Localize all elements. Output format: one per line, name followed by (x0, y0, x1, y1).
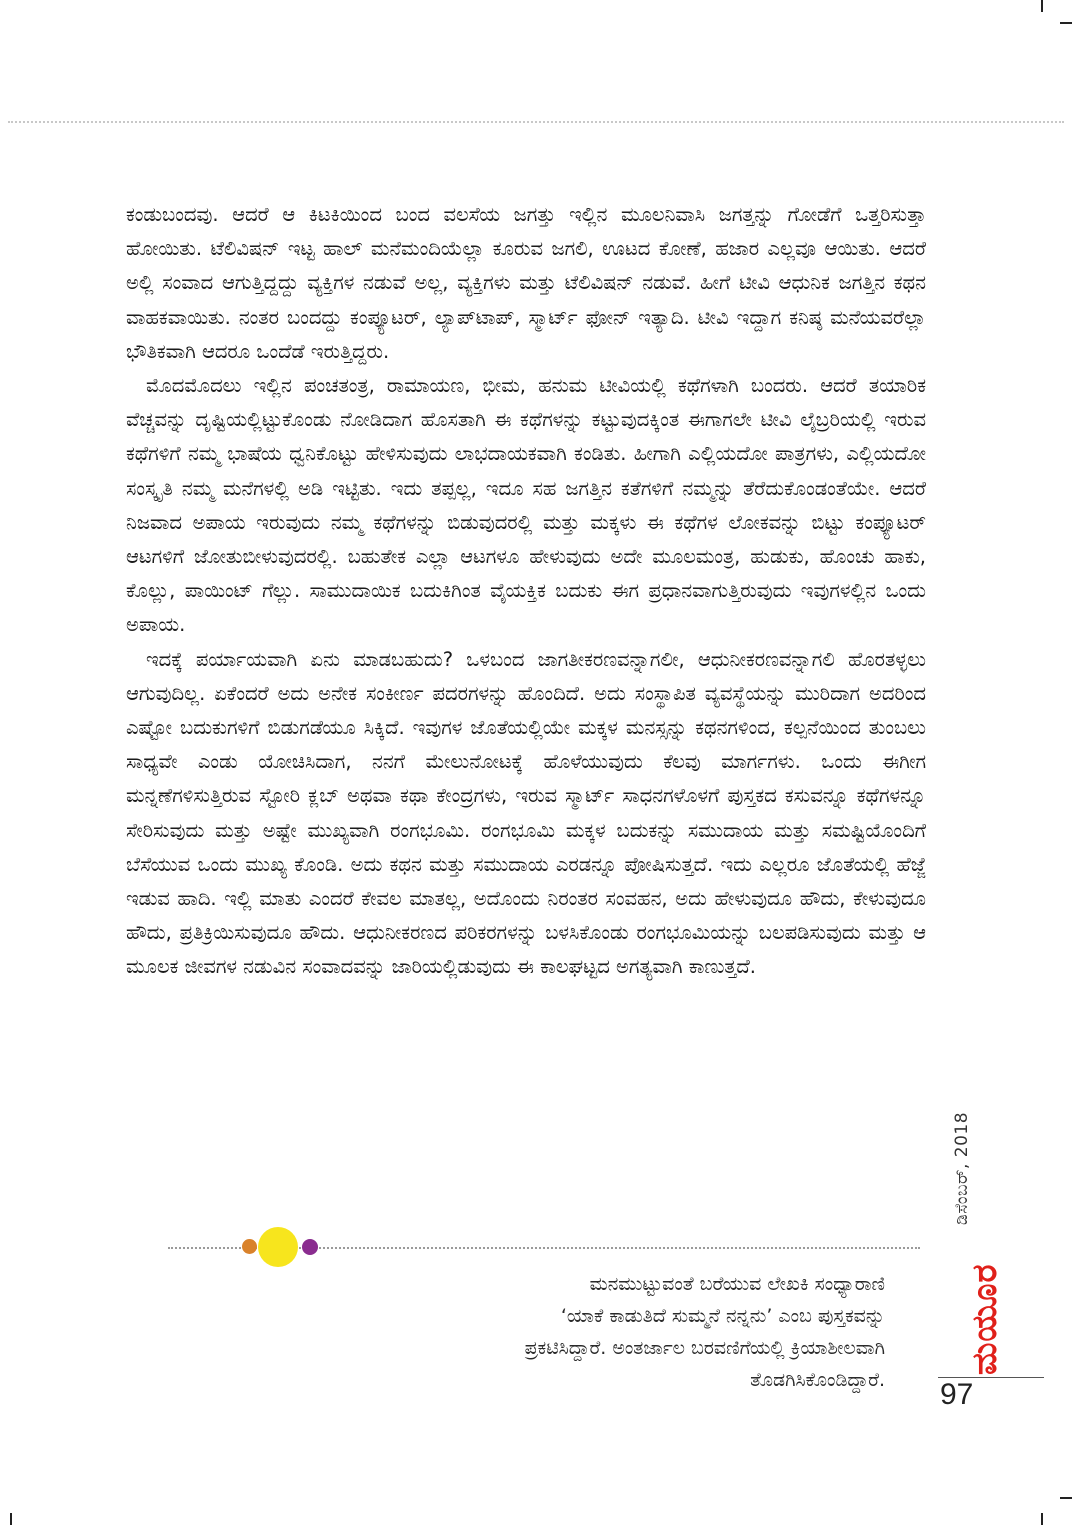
crop-mark-bottom-right (1041, 1513, 1043, 1525)
page-number: 97 (940, 1378, 974, 1411)
article-body (126, 198, 926, 985)
article-paragraph: ಇದಕ್ಕೆ ಪರ್ಯಾಯವಾಗಿ ಏನು ಮಾಡಬಹುದು? ಒಳಬಂದ ಜಾಗತೀಕರಣವನ್ನಾಗಲೀ, ಆಧುನೀಕರಣವನ್ನಾಗಲಿ ಹೊರತಳ್ಳಲು ಆಗುವುದಿಲ್ಲ. ಏಕೆಂದರೆ ಅದು ಅನೇಕ ಸಂಕೀರ್ಣ ಪದರಗಳನ್ನು ಹೊಂದಿದೆ. ಅದು ಸಂಸ್ಥಾಪಿತ ವ್ಯವಸ್ಥೆಯನ್ನು ಮುರಿದಾಗ ಅದರಿಂದ ಎಷ್ಟೋ ಬದುಕುಗಳಿಗೆ ಬಿಡುಗಡೆಯೂ ಸಿಕ್ಕಿದೆ. ಇವುಗಳ ಜೊತೆಯಲ್ಲಿಯೇ ಮಕ್ಕಳ ಮನಸ್ಸನ್ನು ಕಥನಗಳಿಂದ, ಕಲ್ಪನೆಯಿಂದ ತುಂಬಲು ಸಾಧ್ಯವೇ ಎಂಡು ಯೋಚಿಸಿದಾಗ, ನನಗೆ ಮೇಲುನೋಟಕ್ಕೆ ಹೊಳೆಯುವುದು ಕೆಲವು ಮಾರ್ಗಗಳು. ಒಂದು ಈಗೀಗ ಮನ್ನಣೆಗಳಿಸುತ್ತಿರುವ ಸ್ಟೋರಿ ಕ್ಲಬ್ ಅಥವಾ ಕಥಾ ಕೇಂದ್ರಗಳು, ಇರುವ ಸ್ಮಾರ್ಟ್ ಸಾಧನಗಳೊಳಗೆ ಪುಸ್ತಕದ ಕಸುವನ್ನೂ ಕಥೆಗಳನ್ನೂ ಸೇರಿಸುವುದು ಮತ್ತು ಅಷ್ಟೇ ಮುಖ್ಯವಾಗಿ ರಂಗಭೂಮಿ. ರಂಗಭೂಮಿ ಮಕ್ಕಳ ಬದುಕನ್ನು ಸಮುದಾಯ ಮತ್ತು ಸಮಷ್ಟಿಯೊಂದಿಗೆ ಬೆಸೆಯುವ ಒಂದು ಮುಖ್ಯ ಕೊಂಡಿ. ಅದು ಕಥನ ಮತ್ತು ಸಮುದಾಯ ಎರಡನ್ನೂ ಪೋಷಿಸುತ್ತದೆ. ಇದು ಎಲ್ಲರೂ ಜೊತೆಯಲ್ಲಿ ಹೆಜ್ಜೆ ಇಡುವ ಹಾದಿ. ಇಲ್ಲಿ ಮಾತು ಎಂದರೆ ಕೇವಲ ಮಾತಲ್ಲ, ಅದೊಂದು ನಿರಂತರ ಸಂವಹನ, ಅದು ಹೇಳುವುದೂ ಹೌದು, ಕೇಳುವುದೂ ಹೌದು, ಪ್ರತಿಕ್ರಿಯಿಸುವುದೂ ಹೌದು. ಆಧುನೀಕರಣದ ಪರಿಕರಗಳನ್ನು ಬಳಸಿಕೊಂಡು ರಂಗಭೂಮಿಯನ್ನು ಬಲಪಡಿಸುವುದು ಮತ್ತು ಆ ಮೂಲಕ ಜೀವಗಳ ನಡುವಿನ ಸಂವಾದವನ್ನು ಜಾರಿಯಲ್ಲಿಡುವುದು ಈ ಕಾಲಘಟ್ಟದ ಅಗತ್ಯವಾಗಿ ಕಾಣುತ್ತದೆ. (126, 647, 927, 979)
author-bio-line: ‘ಯಾಕೆ ಕಾಡುತಿದೆ ಸುಮ್ಮನೆ ನನ್ನನು’ ಎಂಬ ಪುಸ್ತಕವನ್ನು (560, 1305, 885, 1327)
article-paragraph: ಮೊದಮೊದಲು ಇಲ್ಲಿನ ಪಂಚತಂತ್ರ, ರಾಮಾಯಣ, ಭೀಮ, ಹನುಮ ಟೀವಿಯಲ್ಲಿ ಕಥೆಗಳಾಗಿ ಬಂದರು. ಆದರೆ ತಯಾರಿಕ ವೆಚ್ಚವನ್ನು ದೃಷ್ಟಿಯಲ್ಲಿಟ್ಟುಕೊಂಡು ನೋಡಿದಾಗ ಹೊಸತಾಗಿ ಈ ಕಥೆಗಳನ್ನು ಕಟ್ಟುವುದಕ್ಕಿಂತ ಈಗಾಗಲೇ ಟೀವಿ ಲೈಬ್ರರಿಯಲ್ಲಿ ಇರುವ ಕಥೆಗಳಿಗೆ ನಮ್ಮ ಭಾಷೆಯ ಧ್ವನಿಕೊಟ್ಟು ಹೇಳಿಸುವುದು ಲಾಭದಾಯಕವಾಗಿ ಕಂಡಿತು. ಹೀಗಾಗಿ ಎಲ್ಲಿಯದೋ ಪಾತ್ರಗಳು, ಎಲ್ಲಿಯದೋ ಸಂಸ್ಕೃತಿ ನಮ್ಮ ಮನೆಗಳಲ್ಲಿ ಅಡಿ ಇಟ್ಟಿತು. ಇದು ತಪ್ಪಲ್ಲ, ಇದೂ ಸಹ ಜಗತ್ತಿನ ಕತೆಗಳಿಗೆ ನಮ್ಮನ್ನು ತೆರೆದುಕೊಂಡಂತೆಯೇ. ಆದರೆ ನಿಜವಾದ ಅಪಾಯ ಇರುವುದು ನಮ್ಮ ಕಥೆಗಳನ್ನು ಬಿಡುವುದರಲ್ಲಿ ಮತ್ತು ಮಕ್ಕಳು ಈ ಕಥೆಗಳ ಲೋಕವನ್ನು ಬಿಟ್ಟು ಕಂಪ್ಯೂಟರ್ ಆಟಗಳಿಗೆ ಜೋತುಬೀಳುವುದರಲ್ಲಿ. ಬಹುತೇಕ ಎಲ್ಲಾ ಆಟಗಳೂ ಹೇಳುವುದು ಅದೇ ಮೂಲಮಂತ್ರ, ಹುಡುಕು, ಹೊಂಚು ಹಾಕು, ಕೊಲ್ಲು, ಪಾಯಿಂಟ್ ಗೆಲ್ಲು. ಸಾಮುದಾಯಿಕ ಬದುಕಿಗಿಂತ ವೈಯಕ್ತಿಕ ಬದುಕು ಈಗ ಪ್ರಧಾನವಾಗುತ್ತಿರುವುದು ಇವುಗಳಲ್ಲಿನ ಒಂದು ಅಪಾಯ. (126, 374, 926, 637)
purple-dot-ornament (302, 1239, 318, 1255)
author-bio-line: ತೊಡಗಿಸಿಕೊಂಡಿದ್ದಾರೆ. (750, 1369, 885, 1391)
crop-mark-top-right (1041, 0, 1043, 12)
crop-mark-right-top (1060, 22, 1072, 24)
issue-date: ಡಿಸೆಂಬರ್, 2018 (952, 1111, 972, 1225)
orange-dot-ornament (242, 1239, 257, 1254)
crop-mark-bottom-left (10, 1513, 12, 1525)
crop-mark-right-bottom (1060, 1497, 1072, 1499)
author-bio-line: ಪ್ರಕಟಿಸಿದ್ದಾರೆ. ಅಂತರ್ಜಾಲ ಬರವಣಿಗೆಯಲ್ಲಿ ಕ್ರಿಯಾಶೀಲವಾಗಿ (524, 1337, 885, 1359)
yellow-dot-ornament (258, 1227, 298, 1267)
article-paragraph: ಕಂಡುಬಂದವು. ಆದರೆ ಆ ಕಿಟಕಿಯಿಂದ ಬಂದ ವಲಸೆಯ ಜಗತ್ತು ಇಲ್ಲಿನ ಮೂಲನಿವಾಸಿ ಜಗತ್ತನ್ನು ಗೋಡೆಗೆ ಒತ್ತರಿಸುತ್ತಾ ಹೋಯಿತು. ಟೆಲಿವಿಷನ್ ಇಟ್ಟ ಹಾಲ್ ಮನೆಮಂದಿಯೆಲ್ಲಾ ಕೂರುವ ಜಗಲಿ, ಊಟದ ಕೋಣೆ, ಹಜಾರ ಎಲ್ಲವೂ ಆಯಿತು. ಆದರೆ ಅಲ್ಲಿ ಸಂವಾದ ಆಗುತ್ತಿದ್ದದ್ದು ವ್ಯಕ್ತಿಗಳ ನಡುವೆ ಅಲ್ಲ, ವ್ಯಕ್ತಿಗಳು ಮತ್ತು ಟೆಲಿವಿಷನ್ ನಡುವೆ. ಹೀಗೆ ಟೀವಿ ಆಧುನಿಕ ಜಗತ್ತಿನ ಕಥನ ವಾಹಕವಾಯಿತು. ನಂತರ ಬಂದದ್ದು ಕಂಪ್ಯೂಟರ್, ಲ್ಯಾಪ್‌ಟಾಪ್, ಸ್ಮಾರ್ಟ್ ಫೋನ್ ಇತ್ಯಾದಿ. ಟೀವಿ ಇದ್ದಾಗ ಕನಿಷ್ಠ ಮನೆಯವರೆಲ್ಲಾ ಭೌತಿಕವಾಗಿ ಆದರೂ ಒಂದೆಡೆ ಇರುತ್ತಿದ್ದರು. (126, 203, 926, 363)
author-bio (340, 1268, 885, 1396)
author-bio-line: ಮನಮುಟ್ಟುವಂತೆ ಬರೆಯುವ ಲೇಖಕಿ ಸಂಧ್ಯಾರಾಣಿ (589, 1273, 885, 1295)
magazine-masthead: ಮಯೂರ (965, 1263, 1005, 1375)
top-dotted-rule (8, 121, 1064, 123)
